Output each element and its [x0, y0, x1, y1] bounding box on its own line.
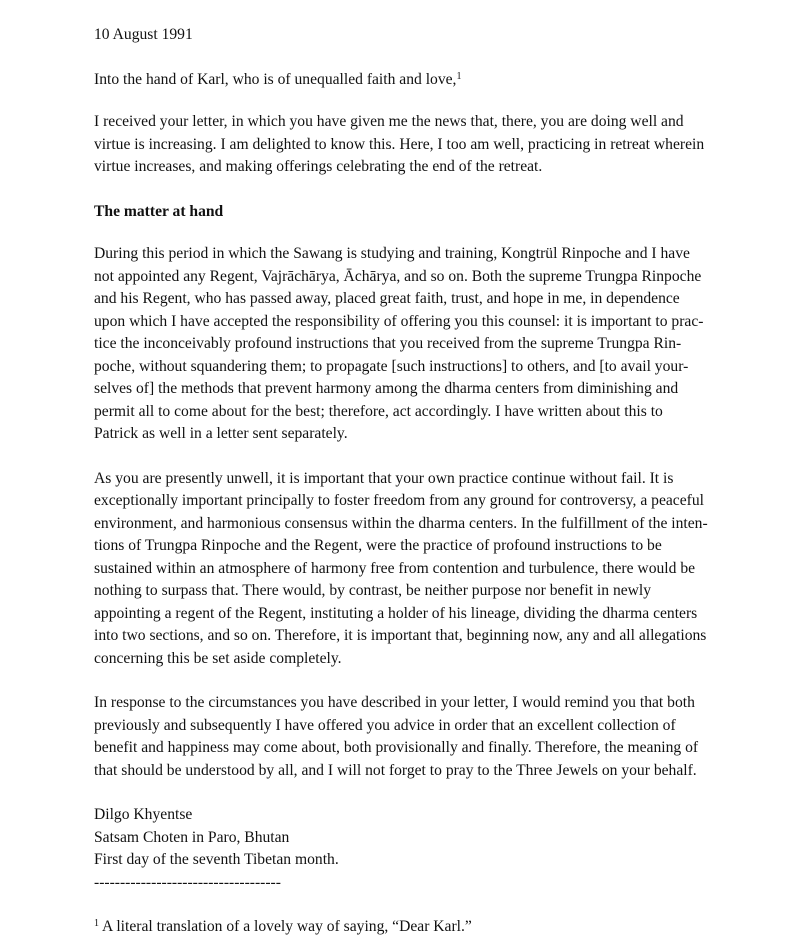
paragraph-line: As you are presently unwell, it is important that your own practice continue without fail. It is — [94, 469, 674, 487]
paragraph-line: concerning this be set aside completely. — [94, 649, 342, 667]
letter-page — [94, 24, 794, 939]
body-paragraph-1 — [94, 243, 794, 446]
footnote-line — [94, 916, 794, 939]
paragraph-line: During this period in which the Sawang is studying and training, Kongtrül Rinpoche and I have — [94, 245, 690, 262]
signature-place: Satsam Choten in Paro, Bhutan — [94, 828, 290, 846]
footnote-marker: 1 — [94, 918, 99, 929]
paragraph-line: poche, without squandering them; to propagate [such instructions] to others, and [to avail your- — [94, 357, 689, 375]
letter-date: 10 August 1991 — [94, 26, 193, 43]
paragraph-line: sustained within an atmosphere of harmony free from contention and turbulence, there would be — [94, 559, 696, 577]
paragraph-line: nothing to surpass that. There would, by contrast, be neither purpose nor benefit in newly — [94, 582, 652, 599]
paragraph-line: tice the inconceivably profound instructions that you received from the supreme Trungpa Rin- — [94, 335, 682, 352]
footnote-reference: 1 — [456, 70, 462, 82]
paragraph-line: virtue is increasing. I am delighted to know this. Here, I too am well, practicing in retreat wherein — [94, 135, 705, 153]
paragraph-line: and his Regent, who has passed away, placed great faith, trust, and hope in me, in dependence — [94, 290, 680, 307]
paragraph-line: virtue increases, and making offerings celebrating the end of the retreat. — [94, 158, 543, 175]
paragraph-line: In response to the circumstances you have described in your letter, I would remind you that both — [94, 694, 695, 711]
signature-date: First day of the seventh Tibetan month. — [94, 851, 339, 868]
intro-paragraph — [94, 111, 794, 179]
paragraph-line: selves of] the methods that prevent harmony among the dharma centers from diminishing and — [94, 380, 679, 397]
paragraph-line: appointing a regent of the Regent, instituting a holder of his lineage, dividing the dharma centers — [94, 604, 698, 622]
salutation — [94, 69, 794, 92]
signature-name: Dilgo Khyentse — [94, 806, 193, 823]
paragraph-line: into two sections, and so on. Therefore, it is important that, beginning now, any and all allegations — [94, 627, 707, 644]
paragraph-line: not appointed any Regent, Vajrāchārya, Āchārya, and so on. Both the supreme Trungpa Rinpoche — [94, 267, 702, 285]
paragraph-line: Patrick as well in a letter sent separately. — [94, 425, 348, 442]
paragraph-line: exceptionally important principally to foster freedom from any ground for controversy, a peaceful — [94, 492, 704, 509]
footnote — [94, 916, 794, 939]
body-paragraph-3 — [94, 692, 794, 782]
paragraph-line: tions of Trungpa Rinpoche and the Regent, were the practice of profound instructions to be — [94, 537, 662, 554]
paragraph-line: upon which I have accepted the responsibility of offering you this counsel: it is important to prac- — [94, 312, 704, 330]
paragraph-line: I received your letter, in which you have given me the news that, there, you are doing well and — [94, 113, 684, 130]
footnote-text: A literal translation of a lovely way of saying, “Dear Karl.” — [99, 918, 472, 935]
body-paragraph-2 — [94, 468, 794, 671]
signature-block — [94, 804, 794, 894]
salutation-text: Into the hand of Karl, who is of unequalled faith and love, — [94, 70, 457, 88]
paragraph-line: previously and subsequently I have offered you advice in order that an excellent collection of — [94, 716, 676, 734]
paragraph-line: permit all to come about for the best; therefore, act accordingly. I have written about this to — [94, 402, 663, 420]
paragraph-line: environment, and harmonious consensus within the dharma centers. In the fulfillment of the inten- — [94, 514, 708, 532]
section-heading: The matter at hand — [94, 202, 224, 220]
paragraph-line: benefit and happiness may come about, both provisionally and finally. Therefore, the meaning of — [94, 739, 699, 756]
paragraph-line: that should be understood by all, and I will not forget to pray to the Three Jewels on your behalf. — [94, 761, 697, 779]
footnote-separator: ------------------------------------ — [94, 873, 281, 891]
